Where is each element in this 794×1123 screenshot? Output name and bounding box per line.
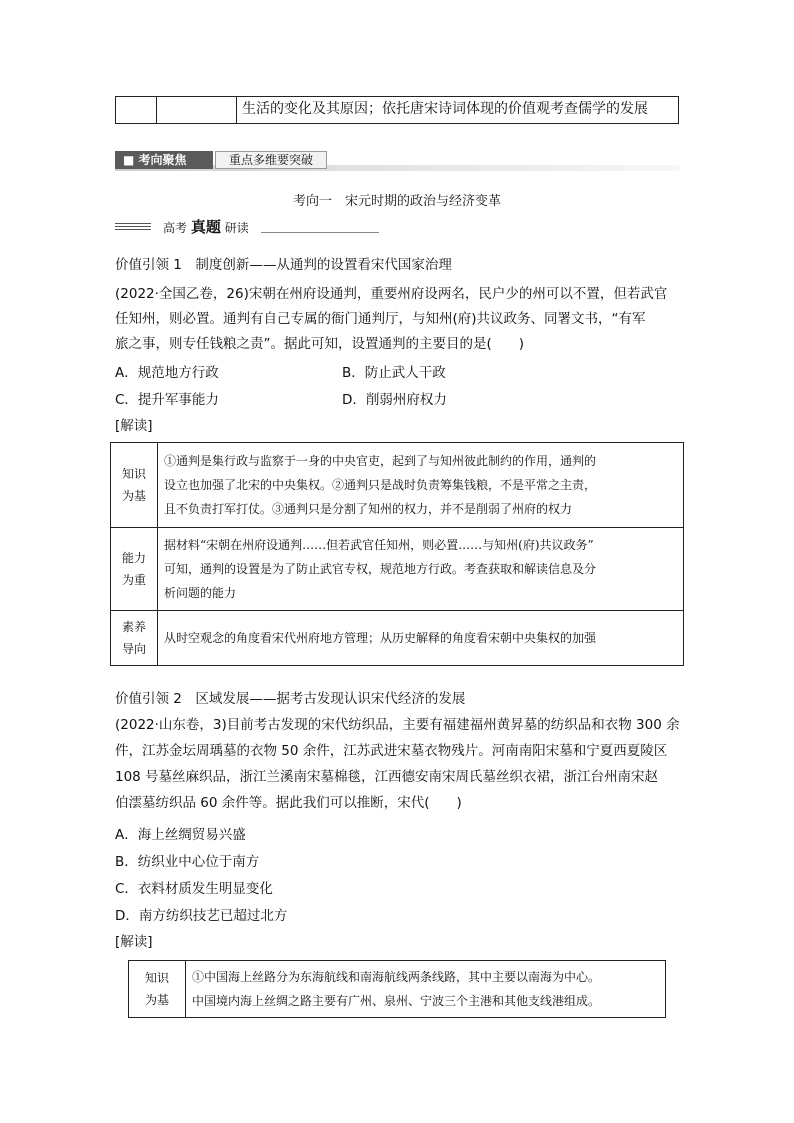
table-cell-empty (156, 97, 237, 123)
table-row (111, 443, 684, 528)
option-b: B．纺织业中心位于南方 (115, 854, 260, 870)
sub-banner-a: 高考 (163, 221, 188, 235)
top-table-fragment (115, 96, 679, 124)
option-c: C．提升军事能力 (115, 392, 219, 408)
question-2-lead: 价值引领 2 区域发展——据考古发现认识宋代经济的发展 (115, 691, 466, 707)
question-2-stem-line: 伯澐墓纺织品 60 余件等。据此我们可以推断，宋代( ) (115, 795, 462, 811)
question-2-stem-line: (2022·山东卷，3)目前考古发现的宋代纺织品，主要有福建福州黄昇墓的纺织品和衣物 300 余 (115, 717, 680, 733)
jiedu-label: [解读] (115, 934, 153, 950)
stripes-decoration (115, 223, 151, 232)
option-c: C．衣料材质发生明显变化 (115, 881, 273, 897)
row-label: 知识 为基 (129, 961, 186, 1018)
sub-banner-underline (261, 232, 379, 233)
banner-tag-secondary: 重点多维要突破 (215, 151, 327, 169)
table-row (129, 961, 666, 1018)
row-content: ①中国海上丝路分为东海航线和南海航线两条线路，其中主要以南海为中心。 中国境内海上丝绸之路主要有广州、泉州、宁波三个主港和其他支线港组成。 (186, 961, 666, 1018)
row-content: 从时空观念的角度看宋代州府地方管理；从历史解释的角度看宋朝中央集权的加强 (158, 611, 684, 666)
sub-banner-text (163, 217, 249, 238)
question-1-stem-line: 任知州，则必置。通判有自己专属的衙门通判厅，与知州(府)共议政务、同署文书，“有军 (115, 311, 646, 327)
table-row (111, 611, 684, 666)
analysis-table-1 (110, 442, 684, 666)
option-a: A．海上丝绸贸易兴盛 (115, 827, 246, 843)
row-label: 素养 导向 (111, 611, 158, 666)
sub-banner-c: 研读 (224, 221, 249, 235)
question-1-lead: 价值引领 1 制度创新——从通判的设置看宋代国家治理 (115, 257, 452, 273)
sub-banner-b: 真题 (190, 218, 221, 236)
question-2-stem-line: 件，江苏金坛周瑀墓的衣物 50 余件，江苏武进宋墓衣物残片。河南南阳宋墓和宁夏西夏陵区 (115, 743, 668, 759)
option-b: B．防止武人干政 (342, 365, 446, 381)
table-cell-empty (116, 97, 157, 123)
question-1-stem-line: 旅之事，则专任钱粮之责”。据此可知，设置通判的主要目的是( ) (115, 336, 525, 352)
analysis-table-2 (128, 960, 666, 1018)
direction-title: 考向一 宋元时期的政治与经济变革 (292, 194, 501, 209)
option-d: D．削弱州府权力 (342, 392, 447, 408)
row-content: 据材料“宋朝在州府设通判……但若武官任知州，则必置……与知州(府)共议政务” 可知，通判的设置是为了防止武官专权，规范地方行政。考查获取和解读信息及分 析问题的能力 (158, 528, 684, 611)
option-d: D．南方纺织技艺已超过北方 (115, 908, 288, 924)
row-label: 能力 为重 (111, 528, 158, 611)
jiedu-label: [解读] (115, 418, 153, 434)
question-2-stem-line: 108 号墓丝麻织品，浙江兰溪南宋墓棉毯，江西德安南宋周氏墓丝织衣裙，浙江台州南宋赵 (115, 769, 659, 785)
row-content: ①通判是集行政与监察于一身的中央官吏，起到了与知州彼此制约的作用，通判的 设立也加强了北宋的中央集权。②通判只是战时负责筹集钱粮，不是平常之主责， 且不负责打军打仗。③通判只是分割了知州的权力，并不是削弱了州府的权力 (158, 443, 684, 528)
table-row (111, 528, 684, 611)
option-a: A．规范地方行政 (115, 365, 219, 381)
banner-tag-primary: ■ 考向聚焦 (115, 151, 213, 169)
row-label: 知识 为基 (111, 443, 158, 528)
table-cell-text: 生活的变化及其原因；依托唐宋诗词体现的价值观考查儒学的发展 (242, 101, 648, 117)
section-banner (115, 151, 679, 171)
question-1-stem-line: (2022·全国乙卷，26)宋朝在州府设通判，重要州府设两名，民户少的州可以不置，但若武官 (115, 286, 668, 302)
